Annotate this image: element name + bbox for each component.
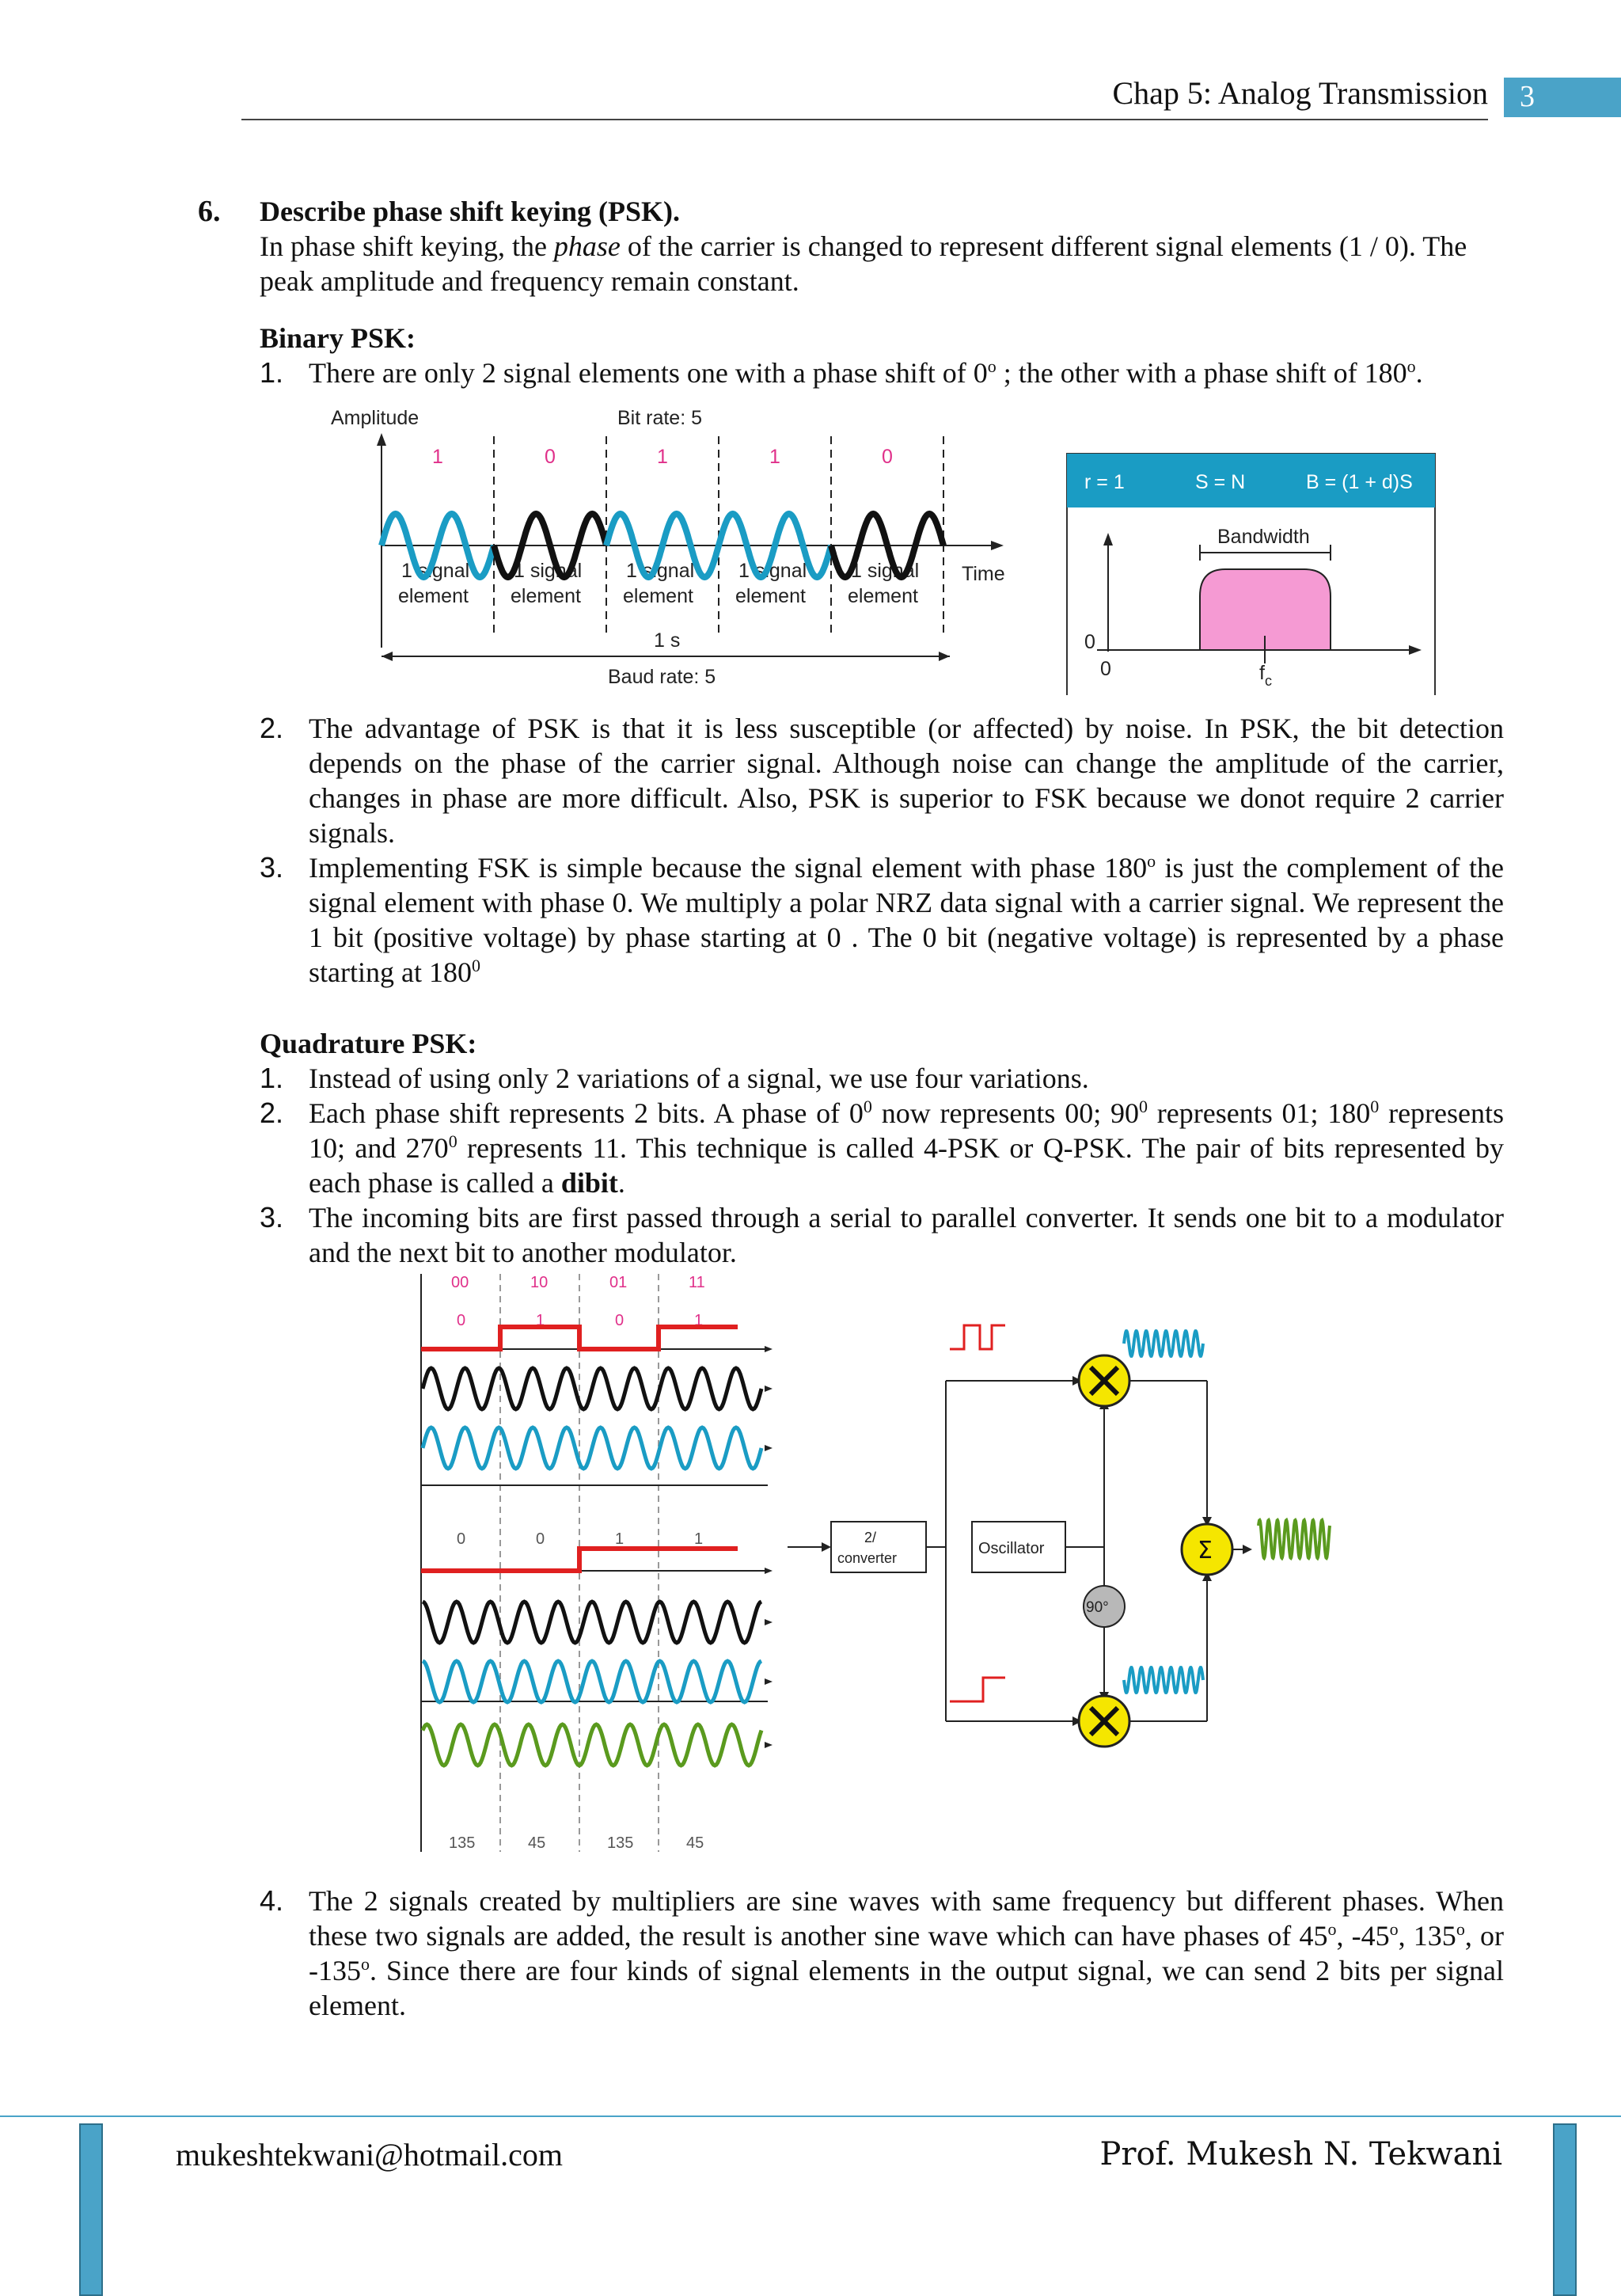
even-modulated-wave [423, 1661, 761, 1702]
top-product-wave [1124, 1331, 1203, 1356]
footer-bar-right [1553, 2123, 1577, 2296]
carrier-wave-2 [423, 1602, 761, 1643]
bit-label: 1 [657, 446, 668, 468]
signal-element-line1: 1 signal [401, 560, 470, 582]
signal-element-line1: 1 signal [626, 560, 695, 582]
qpsk-figure [198, 1270, 1504, 1860]
x-zero-label: 0 [1100, 658, 1111, 680]
even-bit-label: 0 [457, 1530, 466, 1548]
page-header [241, 70, 1488, 120]
phase-shift-90-label: 90° [1086, 1599, 1109, 1616]
question-number: 6. [198, 195, 221, 228]
signal-element-line1: 1 signal [514, 560, 583, 582]
phase-label: 45 [528, 1834, 546, 1852]
intro-paragraph: In phase shift keying, the phase of the carrier is changed to represent different signal elements (1 / 0). The peak amplitude and frequency remain constant. [260, 230, 1467, 297]
odd-modulated-wave [423, 1427, 761, 1469]
dibit-label: 10 [530, 1274, 549, 1291]
dibit-label: 00 [451, 1274, 469, 1291]
quadrature-item-2: 2. Each phase shift represents 2 bits. A phase of $0^0$ now represents 00; $90^0$ represents 01; $180^0$ represents 10; and $270^0$ represents 11. This technique is called 4-PSK or Q-PSK. The pair of bits represented by each phase is called a dibit. [260, 1097, 1505, 1199]
binary-item-3: 3. Implementing FSK is simple because the signal element with phase 180$^o$ is just the complement of the signal element with phase 0. We multiply a polar NRZ data signal with a carrier signal. We represent the 1 bit (positive voltage) by phase starting at 0 . The 0 bit (negative voltage) is represented by a phase starting at $180^0$ [260, 851, 1505, 988]
signal-element-line2: element [398, 585, 469, 607]
carrier-wave-1 [423, 1368, 761, 1409]
even-nrz-signal [421, 1549, 738, 1571]
bandwidth-plot [1067, 517, 1435, 691]
dibit-label: 11 [689, 1274, 705, 1291]
even-bit-label: 1 [694, 1530, 704, 1548]
signal-element-line1: 1 signal [738, 560, 807, 582]
binary-item-1: 1. There are only 2 signal elements one with a phase shift of 0$^o$ ; the other with a phase shift of 180$^o$. [260, 356, 1423, 389]
dibit-label: 01 [609, 1274, 628, 1291]
quadrature-item-3: 3. The incoming bits are first passed through a serial to parallel converter. It sends one bit to a modulator and the next bit to another modulator. [260, 1201, 1504, 1268]
footer-rule [0, 2115, 1621, 2117]
converter-label-1: 2/ [864, 1530, 877, 1545]
even-bit-label: 0 [536, 1530, 545, 1548]
oscillator-label: Oscillator [978, 1540, 1045, 1557]
converter-label-2: converter [837, 1550, 898, 1566]
y-zero-label: 0 [1084, 631, 1095, 653]
quadrature-psk-heading: Quadrature PSK: [260, 1028, 477, 1059]
bit-label: 1 [432, 446, 443, 468]
bottom-product-wave [1124, 1667, 1203, 1693]
main-content [198, 194, 1504, 2023]
bit-label: 1 [769, 446, 780, 468]
phase-label: 45 [686, 1834, 704, 1852]
odd-bit-label: 1 [536, 1312, 545, 1329]
s-label: S = N [1195, 471, 1246, 493]
signal-element-line2: element [623, 585, 693, 607]
signal-element-line2: element [848, 585, 918, 607]
baud-rate-label: Baud rate: 5 [608, 666, 716, 688]
even-bit-label: 1 [615, 1530, 624, 1548]
page-footer [0, 2115, 1621, 2293]
time-label: Time [962, 563, 1005, 585]
binary-psk-heading: Binary PSK: [260, 322, 416, 354]
odd-bit-label: 0 [457, 1312, 466, 1329]
quadrature-item-1: 1. Instead of using only 2 variations of a signal, we use four variations. [260, 1062, 1089, 1094]
footer-bar-left [79, 2123, 103, 2296]
qpsk-output-wave [423, 1724, 761, 1766]
signal-element-line2: element [511, 585, 581, 607]
even-bits-icon [950, 1678, 1005, 1701]
quadrature-item-4: 4. The 2 signals created by multipliers are sine waves with same frequency but different phases. When these two signals are added, the result is another sine wave which can have phases of 45$^o$, -45$^o$, 135$^o$, or -135$^o$. Since there are four kinds of signal elements in the output signal, we can send 2 bits per signal element. [260, 1884, 1504, 2021]
bandwidth-label: Bandwidth [1217, 526, 1310, 548]
bit-label: 0 [545, 446, 556, 468]
amplitude-label: Amplitude [331, 407, 419, 429]
binary-item-2: 2. The advantage of PSK is that it is less susceptible (or affected) by noise. In PSK, the bit detection depends on the phase of the carrier signal. Although noise can change the amplitude of the carrier, changes in phase are more difficult. Also, PSK is superior to FSK because we donot require 2 carrier signals. [260, 712, 1504, 849]
odd-bits-icon [950, 1325, 1005, 1349]
footer-email: mukeshtekwani@hotmail.com [176, 2137, 563, 2172]
phase-label: 135 [607, 1834, 634, 1852]
summer-label: Σ [1198, 1537, 1213, 1564]
r-label: r = 1 [1084, 471, 1125, 493]
one-second-label: 1 s [654, 629, 681, 652]
qpsk-diagram [198, 1270, 1504, 1860]
phase-label: 135 [449, 1834, 476, 1852]
summed-output-wave [1258, 1520, 1330, 1558]
footer-author: Prof. Mukesh N. Tekwani [1099, 2136, 1502, 2172]
bit-label: 0 [882, 446, 893, 468]
signal-element-line2: element [735, 585, 806, 607]
chapter-title: Chap 5: Analog Transmission [1112, 75, 1488, 111]
question-title: Describe phase shift keying (PSK). [260, 196, 680, 227]
page-number: 3 [1504, 78, 1621, 117]
odd-bit-label: 1 [694, 1312, 704, 1329]
b-label: B = (1 + d)S [1306, 471, 1413, 493]
odd-bit-label: 0 [615, 1312, 624, 1329]
bit-rate-label: Bit rate: 5 [617, 407, 702, 429]
bpsk-figure [198, 390, 1504, 695]
odd-nrz-signal [421, 1327, 738, 1349]
fc-label: $f_c$ [1259, 662, 1272, 689]
signal-element-line1: 1 signal [851, 560, 920, 582]
